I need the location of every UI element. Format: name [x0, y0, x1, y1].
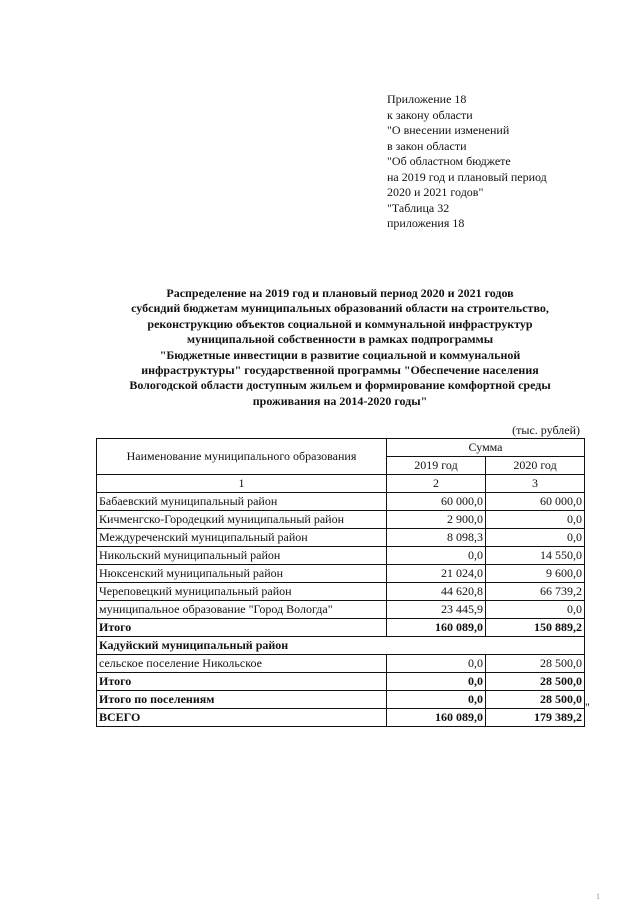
- row-value-2020: 0,0: [486, 511, 585, 529]
- annex-line: на 2019 год и плановый период: [387, 169, 547, 184]
- table-row: [97, 565, 585, 583]
- row-value-2019: 44 620,8: [387, 583, 486, 601]
- subtotal-label: Итого: [97, 673, 387, 691]
- section-header: Кадуйский муниципальный район: [97, 637, 585, 655]
- subtotal-value-2019: 160 089,0: [387, 619, 486, 637]
- title-line: инфраструктуры" государственной программы "Обеспечение населения: [141, 363, 539, 378]
- subtotal-value-2019: 0,0: [387, 673, 486, 691]
- row-value-2020: 0,0: [486, 529, 585, 547]
- grand-total-label: ВСЕГО: [97, 709, 387, 727]
- row-value-2019: 60 000,0: [387, 493, 486, 511]
- row-value-2020: 60 000,0: [486, 493, 585, 511]
- row-value-2019: 0,0: [387, 655, 486, 673]
- row-name: Бабаевский муниципальный район: [97, 493, 387, 511]
- settlements-total-2020: 28 500,0: [486, 691, 585, 709]
- document-title: [96, 286, 584, 409]
- column-number-row: [97, 475, 585, 493]
- title-line: Вологодской области доступным жильем и формирование комфортной среды: [129, 378, 551, 393]
- row-value-2020: 14 550,0: [486, 547, 585, 565]
- row-name: сельское поселение Никольское: [97, 655, 387, 673]
- header-year-2019: 2019 год: [387, 457, 486, 475]
- column-number: 2: [387, 475, 486, 493]
- row-name: Нюксенский муниципальный район: [97, 565, 387, 583]
- title-line: Распределение на 2019 год и плановый период 2020 и 2021 годов: [166, 286, 514, 300]
- header-sum: Сумма: [387, 439, 585, 457]
- subtotal-row: [97, 619, 585, 637]
- row-value-2020: 66 739,2: [486, 583, 585, 601]
- row-name: Череповецкий муниципальный район: [97, 583, 387, 601]
- subtotal-value-2020: 28 500,0: [486, 673, 585, 691]
- column-number: 1: [97, 475, 387, 493]
- row-value-2020: 28 500,0: [486, 655, 585, 673]
- header-row: [97, 439, 585, 457]
- table-row: [97, 493, 585, 511]
- row-name: муниципальное образование "Город Вологда": [97, 601, 387, 619]
- annex-line: 2020 и 2021 годов": [387, 185, 484, 199]
- row-value-2019: 8 098,3: [387, 529, 486, 547]
- table-row: [97, 511, 585, 529]
- table-row: [97, 601, 585, 619]
- annex-line: "О внесении изменений: [387, 123, 510, 137]
- title-line: реконструкцию объектов социальной и коммунальной инфраструктур: [147, 316, 533, 331]
- settlements-total-2019: 0,0: [387, 691, 486, 709]
- row-name: Междуреченский муниципальный район: [97, 529, 387, 547]
- row-value-2019: 0,0: [387, 547, 486, 565]
- closing-quote: ": [585, 700, 590, 714]
- row-value-2019: 2 900,0: [387, 511, 486, 529]
- settlements-total-row: [97, 691, 585, 709]
- title-line: субсидий бюджетам муниципальных образований области на строительство,: [131, 301, 549, 316]
- annex-line: "Таблица 32: [387, 200, 450, 215]
- title-line: проживания на 2014-2020 годы": [252, 393, 428, 408]
- grand-total-2020: 179 389,2: [486, 709, 585, 727]
- grand-total-row: [97, 709, 585, 727]
- subtotal-label: Итого: [97, 619, 387, 637]
- column-number: 3: [486, 475, 585, 493]
- units-label: (тыс. рублей): [512, 423, 580, 437]
- annex-line: к закону области: [387, 107, 473, 122]
- table-row: [97, 655, 585, 673]
- section-header-row: [97, 637, 585, 655]
- row-name: Никольский муниципальный район: [97, 547, 387, 565]
- table-row: [97, 583, 585, 601]
- header-name: Наименование муниципального образования: [97, 439, 387, 475]
- page-mark: 1: [596, 892, 600, 901]
- subsidy-table: [96, 438, 585, 727]
- annex-line: приложения 18: [387, 216, 465, 230]
- header-year-2020: 2020 год: [486, 457, 585, 475]
- annex-reference: [387, 92, 627, 232]
- row-value-2019: 21 024,0: [387, 565, 486, 583]
- subtotal-value-2020: 150 889,2: [486, 619, 585, 637]
- annex-line: Приложение 18: [387, 92, 467, 106]
- table-row: [97, 529, 585, 547]
- row-value-2020: 9 600,0: [486, 565, 585, 583]
- annex-line: "Об областном бюджете: [387, 154, 511, 168]
- table-row: [97, 547, 585, 565]
- grand-total-2019: 160 089,0: [387, 709, 486, 727]
- annex-line: в закон области: [387, 138, 467, 153]
- title-line: "Бюджетные инвестиции в развитие социальной и коммунальной: [159, 347, 521, 362]
- row-value-2019: 23 445,9: [387, 601, 486, 619]
- row-value-2020: 0,0: [486, 601, 585, 619]
- settlements-total-label: Итого по поселениям: [97, 691, 387, 709]
- row-name: Кичменгско-Городецкий муниципальный район: [97, 511, 387, 529]
- subtotal-row: [97, 673, 585, 691]
- title-line: муниципальной собственности в рамках подпрограммы: [186, 332, 494, 347]
